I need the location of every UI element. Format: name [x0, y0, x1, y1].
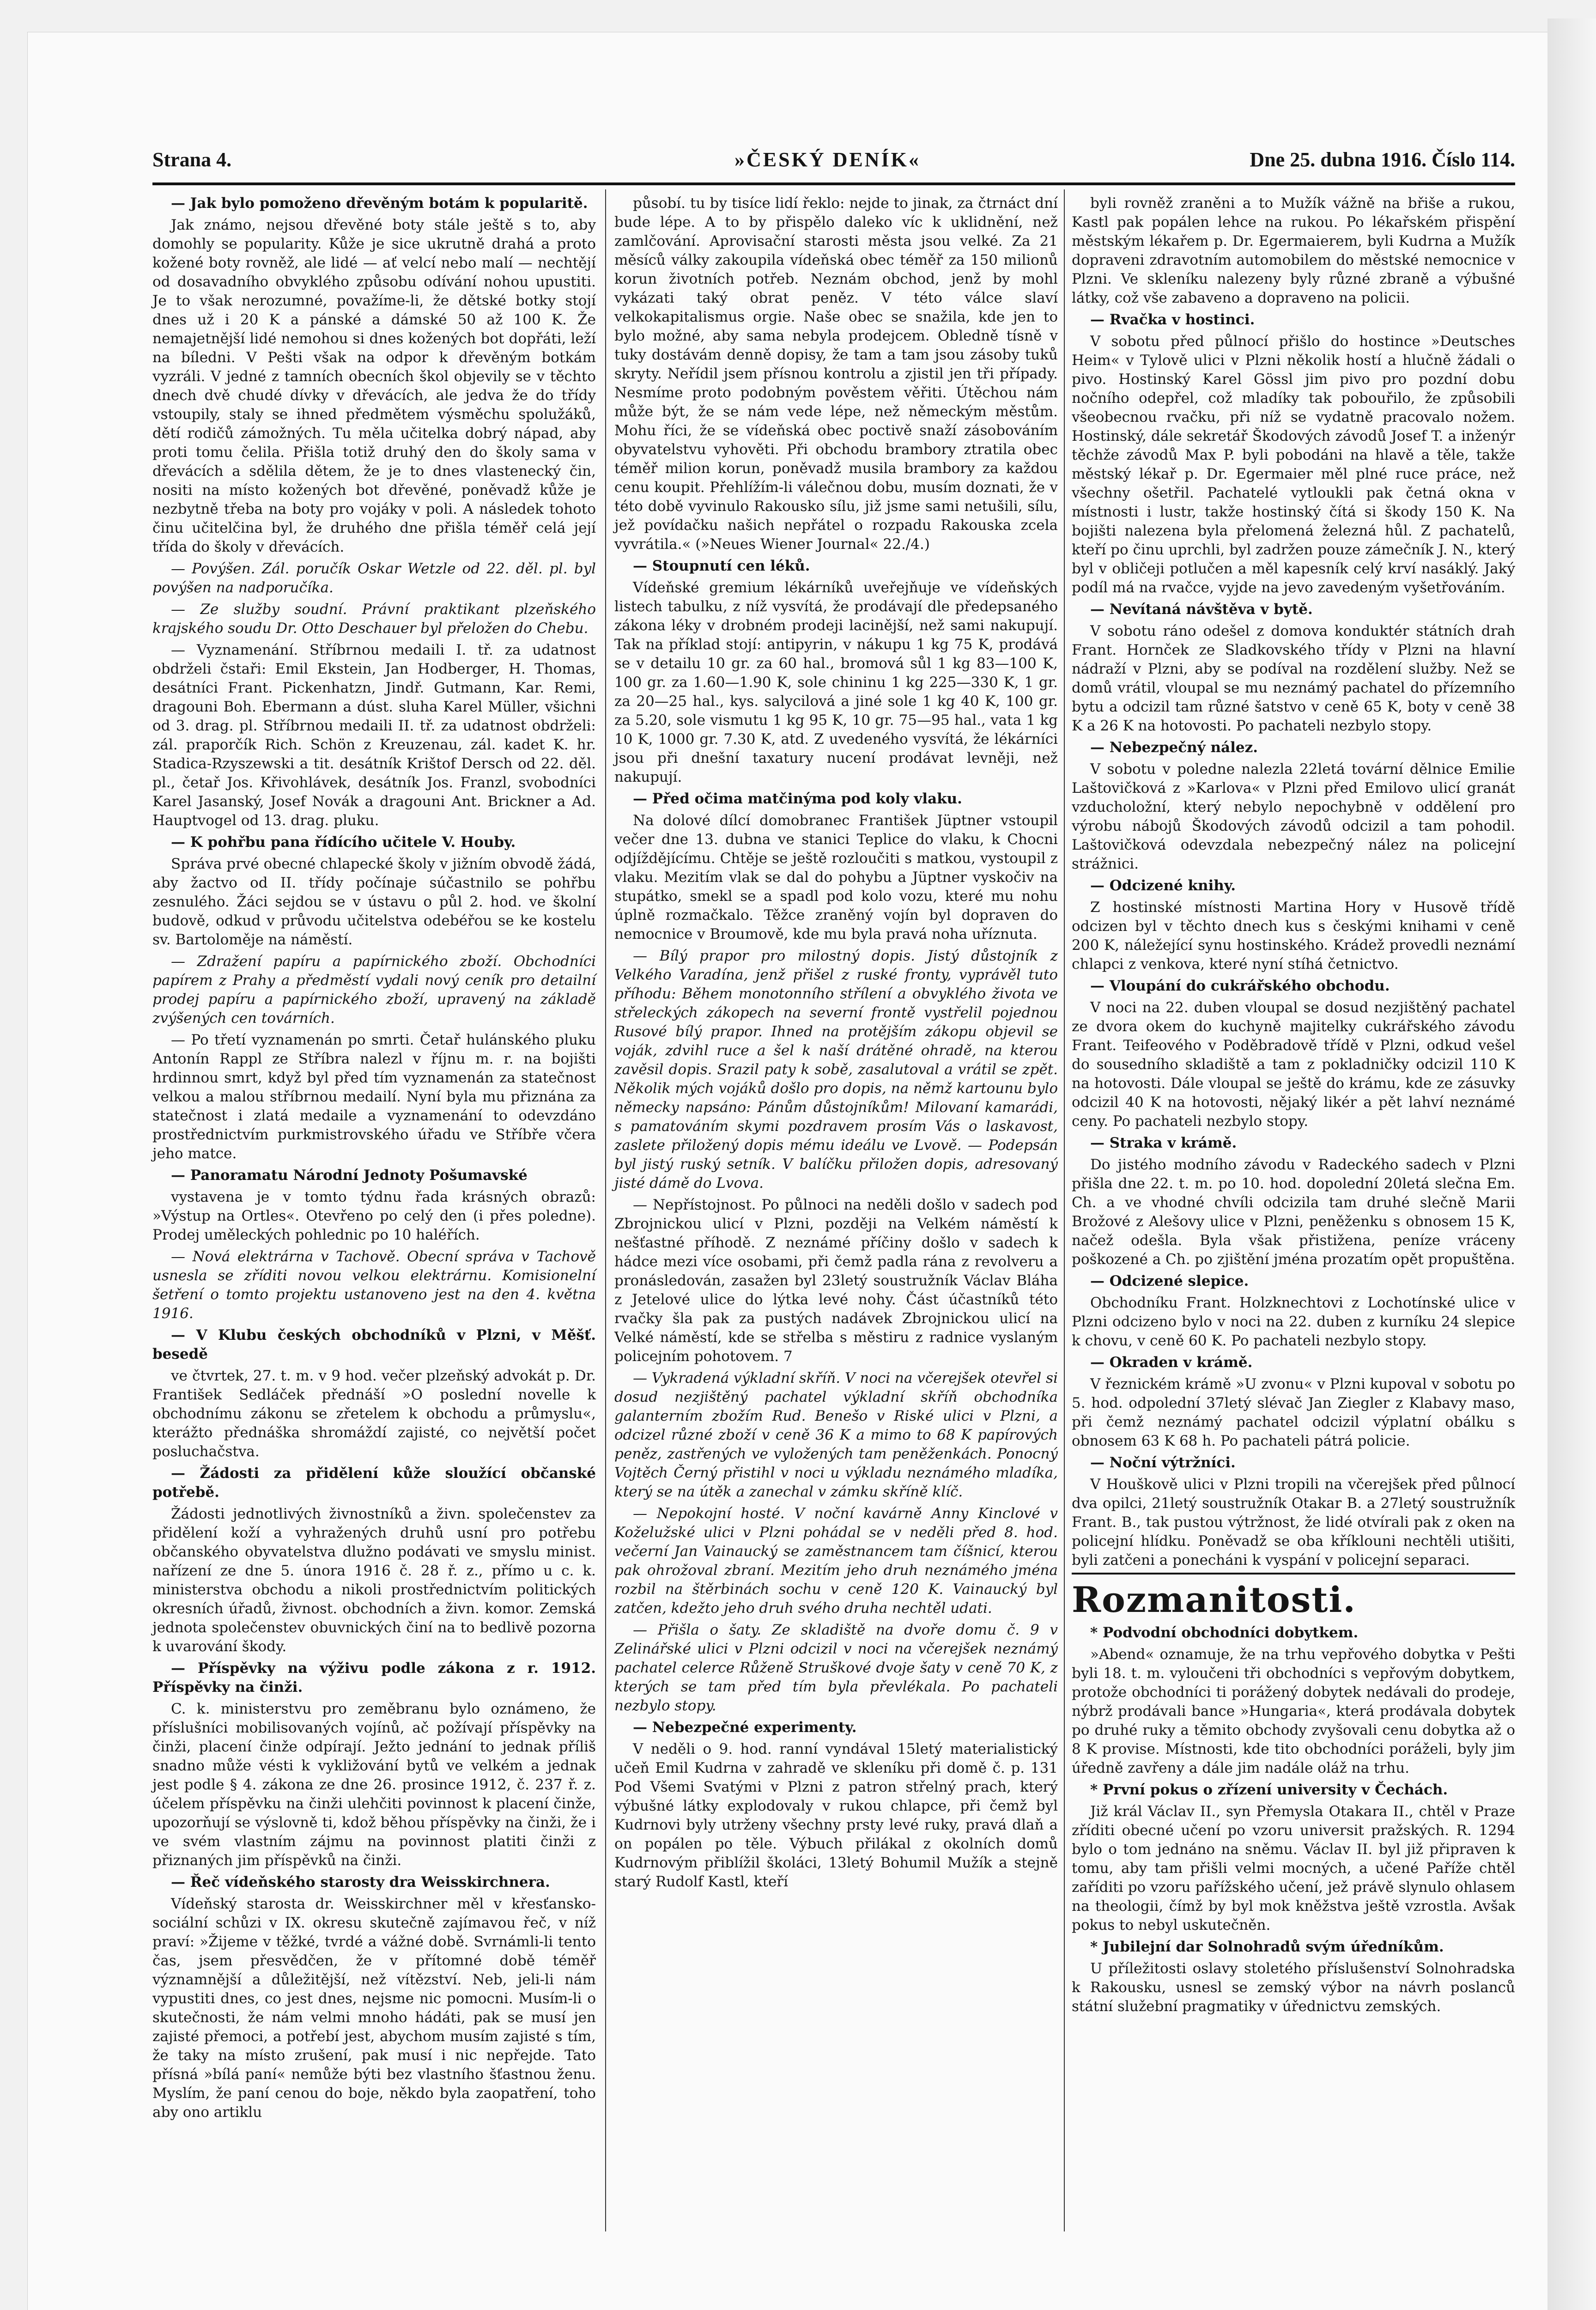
article-paragraph: V neděli o 9. hod. ranní vyndával 15letý materialistický učeň Emil Kudrna v zahradě ve skleníku při domě č. p. 131 Pod Všemi Svatými v Plzni z patron střelný prach, který výbušné látky explodovaly v rukou chlapce, při čemž byl Kudrnovi byly utrženy všechny prsty levé ruky, pravá dlaň a on popálen po těle. Výbuch přilákal z okolních domů Kudrnovým přiblížil školáci, 13letý Bohumil Mužík a stejně starý Rudolf Kastl, kteří	[614, 1741, 1058, 1890]
article-paragraph: Jak známo, nejsou dřevěné boty stále ještě s to, aby domohly se popularity. Kůže je sice ukrutně drahá a proto kožené boty rovněž, ale lidé — ať velcí nebo malí — nechtějí od dosavadního obvyklého způsobu odívání nohou upustiti. Je to však nerozumné, považíme-li, že dětské botky stojí dnes už i 20 K a pánské a dámské 50 až 100 K. Že nemajetnější lidé nemohou si dnes kožených bot dopřáti, leží na bíledni. V Pešti však na odpor k dřevěným botkám vyzráli. V jedné z tamních obecních škol objevily se v těchto dnech dvě chudé dívky v dřevácích, ale jedva že do třídy vstoupily, staly se ihned předmětem výsměchu spolužáků, dětí rodičů zámožných. Tu měla učitelka dobrý nápad, aby proti tomu čelila. Přišla totiž druhý den do školy sama v dřevácích a sdělila dětem, že je to dnes vlastenecký čin, nositi na místo kožených bot dřevěné, poněvadž kůže je nezbytně třeba na boty pro vojáky v poli. A následek tohoto činu učitelčina byl, že druhého dne přišla téměř celá její třída do školy v dřevácích.	[152, 217, 596, 555]
article-headline: — Jak bylo pomoženo dřevěným botám k popularitě.	[171, 195, 588, 212]
article-headline: — Nebezpečné experimenty.	[633, 1719, 857, 1736]
article-headline: — Odcizené slepice.	[1090, 1273, 1249, 1289]
article-paragraph: vystavena je v tomto týdnu řada krásných obrazů: »Výstup na Ortles«. Otevřeno po celý den (i přes poledne). Prodej uměleckých pohlednic po 10 haléřích.	[152, 1189, 596, 1243]
article-paragraph: ve čtvrtek, 27. t. m. v 9 hod. večer plzeňský advokát p. Dr. František Sedláček přednáší »O poslední novelle k obchodnímu zákonu se zřetelem k obchodu a průmyslu«, kterážto přednáška shromáždí zajisté, co největší počet posluchačstva.	[152, 1368, 596, 1460]
article-paragraph: — Vykradená výkladní skříň. V noci na včerejšek otevřel si dosud nezjištěný pachatel výkladní skříň obchodníka galanterním zbožím Rud. Benešo v Riské ulici v Plzni, a odcizel různé zboží v ceně 36 K a mimo to 68 K papírových peněz, zastřených ve vyložených tam peněženkách. Ponocný Vojtěch Černý přistihl v noci u výkladu neznámého mladíka, který se na útěk a zanechal v zámku skříně klíč.	[614, 1370, 1058, 1500]
article-headline: — Řeč vídeňského starosty dra Weisskirchnera.	[171, 1874, 550, 1891]
article-paragraph: U příležitosti oslavy stoletého příslušenství Solnohradska k Rakousku, usnesl se zemský výbor na návrh poslanců státní služební pragmatiky v úřednictvu zemských.	[1072, 1960, 1515, 2015]
article-paragraph: Z hostinské místnosti Martina Hory v Husově třídě odcizen byl v těchto dnech kus s českými knihami v ceně 200 K, náležející synu hostinského. Krádež provedli neznámí chlapci z venkova, které nyní stíhá četnictvo.	[1072, 899, 1515, 973]
article-paragraph: V noci na 22. duben vloupal se dosud nezjištěný pachatel ze dvora okem do kuchyně majitelky cukrářského závodu Frant. Teifeového v Poděbradově třídě v Plzni, odkud vešel do sousedního skladiště a tam z pokladničky odcizil 110 K na hotovosti. Dále vloupal se ještě do krámu, kde ze zásuvky odcizil 40 K na hotovosti, nějaký likér a pět lahví neznámé ceny. Po pachateli nezbylo stopy.	[1072, 999, 1515, 1130]
section-heading: Rozmanitosti.	[1072, 1573, 1515, 1621]
article-headline: — K pohřbu pana řídícího učitele V. Houby.	[171, 834, 516, 851]
article-paragraph: — Nepokojní hosté. V noční kavárně Anny Kinclové v Koželužské ulici v Plzni pohádal se v neděli před 8. hod. večerní Jan Vainaucký se zaměstnancem tam číšnicí, kterou pak ohrožoval zbraní. Mezitím jeho druh neznámého jména rozbil na štěrbinách sochu v ceně 120 K. Vainaucký byl zatčen, kdežto jeho druh svého druha nechtěl udati.	[614, 1505, 1058, 1617]
article-headline: — Nebezpečný nález.	[1090, 739, 1258, 756]
article-paragraph: — Vyznamenání. Stříbrnou medaili I. tř. za udatnost obdrželi čstaři: Emil Ekstein, Jan Hodberger, H. Thomas, desátníci Frant. Pickenhatzn, Jindř. Gutmann, Kar. Remi, dragouni Boh. Ebermann a dúst. sluha Karel Müller, všichni od 3. drag. pl. Stříbrnou medaili II. tř. za udatnost obdrželi: zál. praporčík Rich. Schön z Kreuzenau, zál. kadet K. hr. Stadica-Rzyszewski a tit. desátník Krištof Dersch od 22. děl. pl., četař Jos. Křivohlávek, desátník Jos. Franzl, svobodníci Karel Jasanský, Josef Novák a dragouni Ant. Brickner a Ad. Hauptvogel od 13. drag. pluku.	[152, 642, 596, 829]
column-1	[152, 194, 596, 2125]
article-paragraph: Žádosti jednotlivých živnostníků a živn. společenstev za přidělení koží a vyhražených druhů usní pro potřebu občanského obyvatelstva dlužno podávati ve smyslu minist. nařízení ze dne 5. února 1916 č. 28 ř. z., přímo u c. k. ministerstva obchodu a nikoli prostřednictvím politických okresních úřadů, živnost. obchodních a živn. komor. Zemská jednota společenstev obuvnických činí na to bedlivě pozorna k uvarování škody.	[152, 1506, 596, 1655]
date-issue: Dne 25. dubna 1916. Číslo 114.	[1250, 148, 1515, 171]
article-headline: * První pokus o zřízení university v Čechách.	[1090, 1781, 1448, 1798]
article-headline: — Okraden v krámě.	[1090, 1354, 1253, 1371]
article-paragraph: — Ze služby soudní. Právní praktikant plzeňského krajského soudu Dr. Otto Deschauer byl přeložen do Chebu.	[152, 601, 596, 637]
article-paragraph: V sobotu ráno odešel z domova konduktér státních drah Frant. Hornček ze Sladkovského třídy v Plzni na hlavní nádraží v Plzni, aby se podíval na rozdělení služby. Než se domů vrátil, vloupal se mu neznámý pachatel do přízemního bytu a odcizil tam různé šatstvo v ceně 65 K, boty v ceně 38 K a 26 K na hotovosti. Po pachateli nezbylo stopy.	[1072, 623, 1515, 734]
page-header	[152, 143, 1515, 180]
article-headline: — Panoramatu Národní Jednoty Pošumavské	[171, 1167, 528, 1184]
article-paragraph: V sobotu v poledne nalezla 22letá tovární dělnice Emilie Laštovičková z »Karlova« v Plzni před Emilovo ulicí granát vzducholožní, který nebylo nepochybně v oddělení pro výrobu nábojů Škodových závodů odcizil a tam pohodil. Laštovičková odevzdala nebezpečný nález na policejní strážnici.	[1072, 761, 1515, 872]
column-3	[1072, 194, 1515, 2019]
article-paragraph: — Nová elektrárna v Tachově. Obecní správa v Tachově usnesla se zříditi novou velkou elektrárnu. Komisionelní šetření o tomto projektu ustanoveno jest na den 4. května 1916.	[152, 1248, 596, 1322]
article-paragraph: Správa prvé obecné chlapecké školy v jižním obvodě žádá, aby žactvo od II. třídy počínaje súčastnilo se pohřbu zesnulého. Žáci sejdou se v ústavu o půl 2. hod. ve školní budově, odkud v průvodu učitelstva odebéřou se ke kostelu sv. Bartoloměje na náměstí.	[152, 856, 596, 948]
adjacent-page-edge	[1547, 18, 1596, 2310]
article-paragraph: — Nepřístojnost. Po půlnoci na neděli došlo v sadech pod Zbrojnickou ulicí v Plzni, později na Velkém náměstí k nešťastné příhodě. Z neznámé příčiny došlo v sadech k hádce mezi více osobami, při čemž padla rána z revolveru a pronásledován, zasažen byl 23letý soustružník Václav Bláha z Jetelové ulice do lýtka levé nohy. Část účastníků této rvačky šla pak za pustých nadávek Zbrojnickou ulicí na Velké náměstí, kde se střelba s městiru z radnice vyslaným policejním pohotovem. 7	[614, 1197, 1058, 1365]
article-paragraph: působí. tu by tisíce lidí řeklo: nejde to jinak, za čtrnáct dní bude lépe. A to by přispělo daleko víc k uklidnění, než zamlčování. Aprovisační starosti města jsou velké. Za 21 měsíců války zakoupila vídeňská obec téměř za 150 milionů korun životních potřeb. Neznám obchod, jenž by mohl vykázati taký obrat peněz. V této válce slaví velkokapitalismus orgie. Naše obec se snažila, kde jen to bylo možné, aby sama nebyla prodejcem. Obledně tísně v tuky dostávám denně dopisy, že tam a tam jsou zásoby tuků skryty. Neřídil jsem přísnou kontrolu a zjistil jen tři případy. Nesmíme proto podobným pověstem věřiti. Útěchou nám může být, že se nám vede lépe, než německým městům. Mohu říci, že se vídeňská obec poctivě snaží zásobováním obyvatelstvu vyhověti. Při obchodu brambory ztratila obec téměř milion korun, poněvadž musila brambory za každou cenu koupit. Přehlížím-li válečnou dobu, musím doznati, že v této době vyvinulo Rakousko sílu, již jsme sami netušili, sílu, jež povídačku našich nepřátel o rozpadu Rakouska zcela vyvrátila.« (»Neues Wiener Journal« 22./4.)	[614, 195, 1058, 553]
article-paragraph: Vídeňský starosta dr. Weisskirchner měl v křesťansko-sociální schůzi v IX. okresu skutečně zajímavou řeč, v níž praví: »Žijeme v těžké, tvrdé a vážné době. Svrnámli-li tento čas, jsem přesvědčen, že v přítomné době téměř významnější a důležitější, než vítězství. Neb, jeli-li nám vypustiti dnes, co jest dnes, nejsme nic pomocni. Musím-li o skutečnosti, že nám velmi mnoho hádáti, pak se musí jen zajisté přemoci, a potřebí jest, abychom musím zajisté s tím, že taky na místo zrušení, pak musí i nic nepřejde. Tato přísná »bílá paní« nemůže býti bez vlastního šťastnou ženu. Myslím, že paní cenou do boje, někdo byla zaopatření, toho aby ono artiklu	[152, 1896, 596, 2121]
article-paragraph: — Přišla o šaty. Ze skladiště na dvoře domu č. 9 v Zelinářské ulici v Plzni odcizil v noci na včerejšek neznámý pachatel celerce Růženě Struškové dvoje šaty v ceně 70 K, z kterých se tam před tím byla převlékala. Po pachateli nezbylo stopy.	[614, 1622, 1058, 1714]
article-headline: — Žádosti za přidělení kůže sloužící občanské potřebě.	[152, 1465, 596, 1501]
article-headline: — Straka v krámě.	[1090, 1135, 1237, 1151]
article-paragraph: V sobotu před půlnocí přišlo do hostince »Deutsches Heim« v Tylově ulici v Plzni několik hostí a hlučně žádali o pivo. Hostinský Karel Gössl jim pivo pro pozdní dobu nočního odepřel, což mladíky tak pobouřilo, že způsobili všeobecnou rvačku, při níž se vydatně pracovalo nožem. Hostinský, dále sekretář Škodových závodů Josef T. a inženýr těchže závodů Max P. byli pobodáni na hlavě a těle, takže městský lékař p. Dr. Egermaier měl plné ruce práce, než všechny ošetřil. Pachatelé vytloukli pak četná okna v místnosti i lustr, takže hostinský čítá si škody 150 K. Na bojišti nalezena byla přelomená železná hůl. Z pachatelů, kteří po činu uprchli, byl zadržen pouze zámečník J. N., který byl v obličeji potlučen a měl kapesník celý krví nasáklý. Jaký podíl má na rvačce, vyjde na jevo zavedeným vyšetřováním.	[1072, 333, 1515, 596]
header-rule	[152, 182, 1515, 185]
article-paragraph: V řeznickém krámě »U zvonu« v Plzni kupoval v sobotu po 5. hod. odpolední 37letý slévač Jan Ziegler z Klabavy maso, při čemž neznámý pachatel odcizil výplatní obálku s obnosem 63 K 68 h. Po pachateli pátrá policie.	[1072, 1376, 1515, 1449]
article-headline: — Odcizené knihy.	[1090, 877, 1236, 894]
article-paragraph: Do jistého modního závodu v Radeckého sadech v Plzni přišla dne 22. t. m. po 10. hod. dopolední 20letá slečna Em. Ch. a ve vhodné chvíli odcizila tam druhé slečně Marii Brožové z Alešovy ulice v Plzni, peněženku s obnosem 15 K, načež odešla. Byla však přistižena, peníze vráceny poškozené a Ch. po zjištění jména prozatím opět propuštěna.	[1072, 1156, 1515, 1268]
article-paragraph: — Povýšen. Zál. poručík Oskar Wetzle od 22. děl. pl. byl povýšen na nadporučíka.	[152, 560, 596, 596]
masthead: »ČESKÝ DENÍK«	[734, 148, 921, 171]
article-headline: — Noční výtržníci.	[1090, 1454, 1236, 1471]
article-headline: — V Klubu českých obchodníků v Plzni, v Měšť. besedě	[152, 1327, 596, 1362]
article-paragraph: Vídeňské gremium lékárníků uveřejňuje ve vídeňských listech tabulku, z níž vysvítá, že prodávají dle předepsaného zákona léky v drobném prodeji lacinější, než sami nakupují. Tak na příklad stojí: antipyrin, v nákupu 1 kg 75 K, prodává se v detailu 10 gr. za 60 hal., bromová sůl 1 kg 83—100 K, 100 gr. za 1.60—1.90 K, sole chininu 1 kg 225—330 K, 1 gr. za 20—25 hal., kys. salycilová a jiné sole 1 kg 40 K, 100 gr. za 5.20, sole vismutu 1 kg 95 K, 10 gr. 75—95 hal., vata 1 kg 10 K, 1000 gr. 7.30 K, atd. Z uvedeného vysvítá, že lékárníci jsou při dnešní taxatury nucení prodávat levněji, než nakupují.	[614, 579, 1058, 785]
page-number: Strana 4.	[152, 148, 232, 171]
article-headline: — Vloupání do cukrářského obchodu.	[1090, 978, 1390, 994]
column-2	[614, 194, 1058, 1894]
article-paragraph: V Houškově ulici v Plzni tropili na včerejšek před půlnocí dva opilci, 21letý soustružník Otakar B. a 27letý soustružník Frant. B., tak pustou výtržnost, že lidé otvírali pak z oken na policejní hlídku. Poněvadž se oba kříklouni nechtěli utišiti, byli zatčeni a ponecháni k vyspání v policejní separaci.	[1072, 1476, 1515, 1568]
article-paragraph: »Abend« oznamuje, že na trhu vepřového dobytka v Pešti byli 18. t. m. vyloučeni tři obchodníci s vepřovým dobytkem, protože obchodníci ti porážený dobytek nedávali do prodeje, nýbrž prodávali bance »Hungaria«, která prodávala dobytek po druhé ruky a těmito obchody zvyšovali cenu dobytka až o 8 K provise. Místnosti, kde tito obchodníci poráželi, byly jim úředně zavřeny a dále jim nadále oláž na trhu.	[1072, 1646, 1515, 1776]
article-headline: * Podvodní obchodníci dobytkem.	[1090, 1624, 1359, 1641]
article-paragraph: — Po třetí vyznamenán po smrti. Četař hulánského pluku Antonín Rappl ze Stříbra nalezl v říjnu m. r. na bojišti hrdinnou smrt, když byl před tím vyznamenán za statečnost velkou a malou stříbrnou medailí. Nyní byla mu přiznána za statečnost i zlatá medaile a vyznamenání to odevzdáno prostřednictvím purkmistrovského úřadu ve Stříbře včera jeho matce.	[152, 1032, 596, 1162]
article-paragraph: byli rovněž zraněni a to Mužík vážně na břiše a rukou, Kastl pak popálen lehce na rukou. Po lékařském přispění městským lékařem p. Dr. Egermaierem, byli Kudrna a Mužík dopraveni zdravotním automobilem do městské nemocnice v Plzni. Ve skleníku nalezeny byly různé zbraně a výbušné látky, což vše zabaveno a dopraveno na policii.	[1072, 195, 1515, 306]
article-paragraph: C. k. ministerstvu pro zeměbranu bylo oznámeno, že příslušníci mobilisovaných vojínů, ač požívají příspěvky na činži, placení činže odpírají. Ježto jednání to jednak příliš snadno může vésti k vykližování bytů ve velkém a jednak jest podle § 4. zákona ze dne 26. prosince 1912, č. 237 ř. z. účelem příspěvku na činži ulehčiti povinnost k placení činže, upozorňují se výslovně ti, kdož běhou příspěvky na činži, že i ve svém vlastním zájmu na povinnost platiti činži z přiznaných jim příspěvků na činži.	[152, 1701, 596, 1869]
column-divider	[605, 189, 606, 2231]
article-headline: — Rvačka v hostinci.	[1090, 311, 1255, 328]
article-paragraph: — Bílý prapor pro milostný dopis. Jistý důstojník z Velkého Varadína, jenž přišel z ruské fronty, vyprávěl tuto příhodu: Během monotonního střílení a obvyklého života ve střeleckých zákopech na severní frontě vystřelil pojednou Rusové bílý prapor. Ihned na protějším zákopu objevil se voják, zdvihl ruce a šel k naší drátěné ohradě, na kterou zavěsil dopis. Srazil paty k sobě, zasalutoval a vrátil se zpět. Několik mých vojáků došlo pro dopis, na němž kartounu bylo německy napsáno: Pánům důstojníkům! Milovaní kamarádi, s pamatováním skymi pozdravem prosím Vás o laskavost, zaslete přiložený dopis mému ideálu ve Lvově. — Podepsán byl jistý ruský setník. V balíčku přiložen dopis, adresovaný jisté dámě do Lvova.	[614, 948, 1058, 1191]
article-paragraph: Již král Václav II., syn Přemysla Otakara II., chtěl v Praze zříditi obecné učení po vzoru universit pražských. R. 1294 bylo o tom jednáno na sněmu. Václav II. byl již připraven k tomu, aby tam přišli velmi mocných, a učené Paříže chtěl zaříditi po vzoru pařížského učení, jež právě slynulo ohlasem na theologii, čímž by byl mok kněžstva ještě vzrostla. Avšak pokus to nebyl uskutečněn.	[1072, 1803, 1515, 1933]
article-headline: — Před očima matčinýma pod koly vlaku.	[633, 790, 962, 807]
article-headline: * Jubilejní dar Solnohradů svým úředníkům.	[1090, 1939, 1444, 1955]
column-divider	[1064, 189, 1065, 2231]
article-headline: — Stoupnutí cen léků.	[633, 558, 810, 574]
article-paragraph: — Zdražení papíru a papírnického zboží. Obchodníci papírem z Prahy a předměstí vydali nový ceník pro detailní prodej papíru a papírnického zboží, upravený na základě zvýšených cen továrních.	[152, 953, 596, 1027]
article-paragraph: Obchodníku Frant. Holzknechtovi z Lochotínské ulice v Plzni odcizeno bylo v noci na 22. duben z kurníku 24 slepice k chovu, v ceně 60 K. Po pachateli nezbylo stopy.	[1072, 1295, 1515, 1349]
article-paragraph: Na dolové dílcí domobranec František Jüptner vstoupil večer dne 13. dubna ve stanici Teplice do vlaku, k Chocni odjíždějícímu. Chtěje se ještě rozloučiti s matkou, vystoupil z vlaku. Mezitím vlak se dal do pohybu a Jüptner vyskočiv na stupátko, smekl se a spadl pod kolo vozu, které mu nohu úplně rozmačkalo. Těžce zraněný vojín byl dopraven do nemocnice v Broumově, kde mu byla pravá noha uříznuta.	[614, 812, 1058, 942]
article-headline: — Nevítaná návštěva v bytě.	[1090, 601, 1313, 618]
article-headline: — Příspěvky na výživu podle zákona z r. 1912. Příspěvky na činži.	[152, 1660, 596, 1696]
